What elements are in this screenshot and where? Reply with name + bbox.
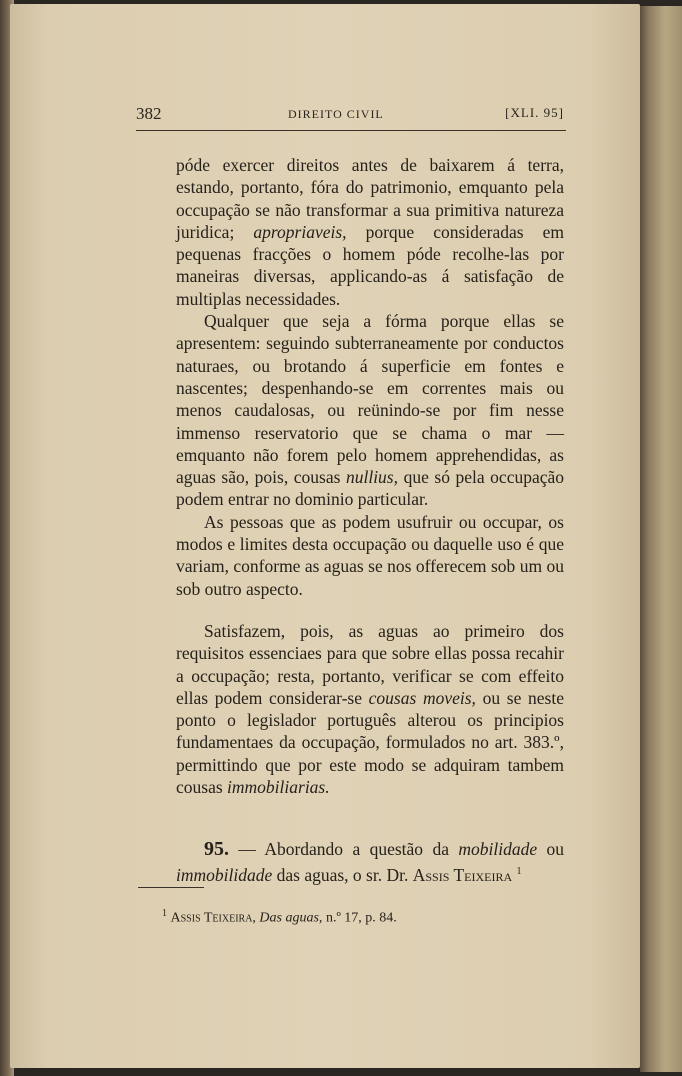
body-text — [176, 154, 564, 886]
paragraph-5: 95. — Abordando a questão da mobilidade ou immobilidade das aguas, o sr. Dr. Assis Teixeira $^1$ — [176, 838, 564, 885]
author-name: Assis Teixeira — [412, 864, 513, 885]
paragraph-2: Qualquer que seja a fórma porque ellas se apresentem: seguindo subterraneamente por conductos naturaes, ou brotando á superficie em fontes e nascentes; despenhando-se em correntes mais ou menos caudalosas, ou reünindo-se por fim nesse immenso reservatorio que se chama o mar — emquanto não forem pelo homem apprehendidas, as aguas são, pois, cousas nullius, que só pela occupação podem entrar no dominio particular. — [176, 311, 565, 510]
next-page-edge — [640, 6, 682, 1072]
page-header — [128, 104, 568, 126]
header-rule — [136, 130, 566, 131]
section-number: 95. — [204, 838, 229, 861]
footnote: $^1$ Assis Teixeira, Das aguas, n.º 17, p. 84. — [162, 908, 397, 926]
paragraph-4: Satisfazem, pois, as aguas ao primeiro dos requisitos essenciaes para que sobre ellas possa recahir a occupação; resta, portanto, verificar se com effeito ellas podem considerar-se cousas moveis, ou se neste ponto o legislador português alterou os principios fundamentaes da occupação, formulados no art. 383.º, permittindo que por este modo se adquiram tambem cousas immobiliarias. — [176, 620, 564, 798]
paragraph-3: As pessoas que as podem usufruir ou occupar, os modos e limites desta occupação ou daquelle uso é que variam, conforme as aguas se nos offerecem sob um ou sob outro aspecto. — [176, 511, 564, 599]
section-reference: [XLI. 95] — [505, 105, 564, 120]
running-title: DIREITO CIVIL — [288, 107, 384, 121]
footnote-marker: 1 — [516, 865, 522, 877]
paragraph-1: póde exercer direitos antes de baixarem á terra, estando, portanto, fóra do patrimonio, emquanto pela occupação se não transformar a sua primitiva natureza juridica; apropriaveis, porque consideradas em pequenas fracções o homem póde recolhe-las por maneiras diversas, applicando-as á satisfação de multiplas necessidades. — [176, 155, 565, 309]
footnote-rule — [138, 887, 204, 888]
page-number: 382 — [136, 104, 162, 123]
